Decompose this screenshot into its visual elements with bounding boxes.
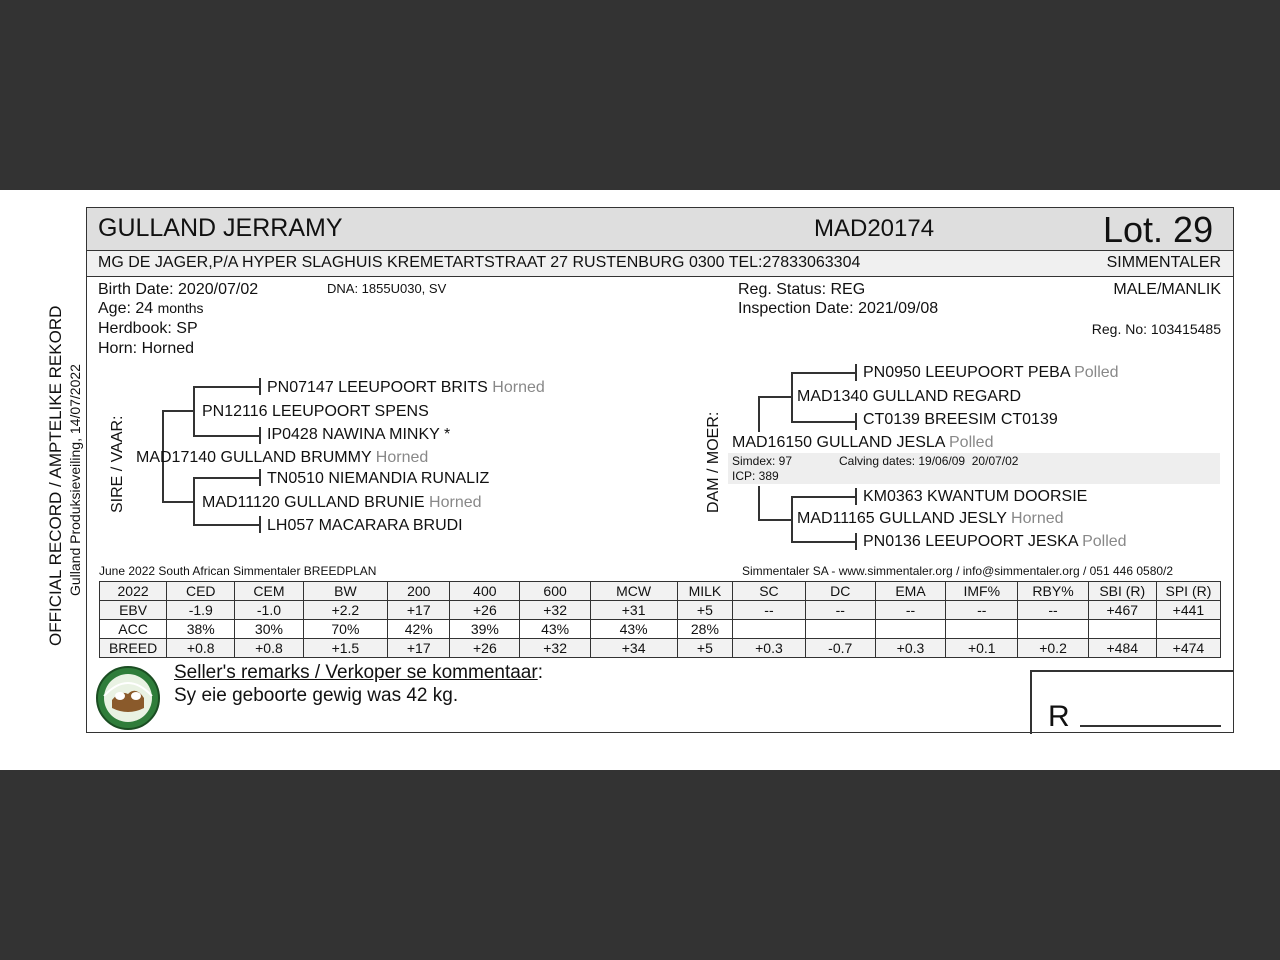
bracket-line bbox=[162, 501, 193, 503]
ebv-cell bbox=[946, 620, 1018, 639]
remarks-text: Sy eie geboorte gewig was 42 kg. bbox=[174, 685, 459, 706]
contact-caption: Simmentaler SA - www.simmentaler.org / info@simmentaler.org / 051 446 0580/2 bbox=[742, 564, 1174, 578]
ebv-cell: +32 bbox=[520, 601, 590, 620]
pedigree-sss bbox=[267, 379, 545, 397]
bracket-line bbox=[855, 533, 857, 550]
ebv-cell: -- bbox=[946, 601, 1018, 620]
ebv-cell: -- bbox=[733, 601, 805, 620]
ebv-header-cell: SBI (R) bbox=[1088, 582, 1156, 601]
ebv-cell: +0.3 bbox=[733, 639, 805, 658]
price-entry-line[interactable] bbox=[1080, 725, 1221, 727]
ebv-cell: 70% bbox=[303, 620, 388, 639]
bracket-line bbox=[259, 469, 261, 486]
ebv-cell bbox=[1018, 620, 1088, 639]
auction-label: Gulland Produksieveiling, 14/07/2022 bbox=[67, 364, 83, 596]
bracket-line bbox=[259, 516, 261, 533]
bracket-line bbox=[791, 541, 857, 543]
ebv-row bbox=[100, 639, 1221, 658]
pedigree-sdd bbox=[267, 517, 463, 535]
bracket-line bbox=[855, 488, 857, 505]
pedigree-dam bbox=[732, 434, 993, 452]
dam-icp: ICP: 389 bbox=[732, 469, 779, 483]
pedigree-dss bbox=[863, 364, 1119, 382]
ebv-cell: -- bbox=[805, 601, 875, 620]
ancestor-name: PN07147 LEEUPOORT BRITS bbox=[267, 379, 488, 396]
ebv-cell: -- bbox=[875, 601, 945, 620]
ebv-header-cell: EMA bbox=[875, 582, 945, 601]
ebv-cell: +31 bbox=[590, 601, 677, 620]
ebv-cell: +0.2 bbox=[1018, 639, 1088, 658]
price-box-border bbox=[1030, 670, 1234, 672]
remarks-heading-text: Seller's remarks / Verkoper se kommentaar bbox=[174, 662, 538, 683]
ebv-cell: +1.5 bbox=[303, 639, 388, 658]
ebv-cell: +474 bbox=[1156, 639, 1220, 658]
ebv-cell: -0.7 bbox=[805, 639, 875, 658]
bracket-line bbox=[855, 413, 857, 430]
bracket-line bbox=[758, 396, 760, 432]
bracket-line bbox=[193, 524, 261, 526]
ebv-header-cell: 2022 bbox=[100, 582, 167, 601]
ebv-header-cell: 400 bbox=[450, 582, 520, 601]
bracket-line bbox=[791, 372, 857, 374]
lot-number: Lot. 29 bbox=[1103, 209, 1214, 250]
horn-status: Horn: Horned bbox=[98, 340, 195, 357]
ebv-header-cell: 600 bbox=[520, 582, 590, 601]
ebv-cell: +484 bbox=[1088, 639, 1156, 658]
ebv-cell: BREED bbox=[100, 639, 167, 658]
bracket-line bbox=[855, 364, 857, 381]
ebv-cell: 43% bbox=[590, 620, 677, 639]
ebv-cell: +467 bbox=[1088, 601, 1156, 620]
inspection-date: Inspection Date: 2021/09/08 bbox=[738, 300, 939, 317]
price-label: R bbox=[1048, 700, 1070, 733]
ebv-cell: -- bbox=[1018, 601, 1088, 620]
ebv-header-cell: CEM bbox=[235, 582, 303, 601]
ebv-cell: +2.2 bbox=[303, 601, 388, 620]
bracket-line bbox=[193, 477, 261, 479]
ancestor-horn: Horned bbox=[1011, 510, 1064, 527]
simmentaler-logo-icon bbox=[96, 666, 160, 730]
bracket-line bbox=[193, 477, 195, 525]
ebv-cell: EBV bbox=[100, 601, 167, 620]
ebv-header-cell: 200 bbox=[388, 582, 450, 601]
breed-label: SIMMENTALER bbox=[1106, 254, 1221, 271]
price-box-border bbox=[1030, 670, 1032, 734]
age-value: Age: 24 bbox=[98, 300, 154, 317]
ebv-cell bbox=[1088, 620, 1156, 639]
ebv-cell: -1.9 bbox=[167, 601, 235, 620]
bracket-line bbox=[259, 427, 261, 444]
ebv-cell: +5 bbox=[677, 601, 733, 620]
ancestor-horn: Polled bbox=[949, 434, 994, 451]
reg-status: Reg. Status: REG bbox=[738, 281, 866, 298]
ebv-cell: 38% bbox=[167, 620, 235, 639]
dam-simdex: Simdex: 97 bbox=[732, 454, 793, 468]
age bbox=[98, 300, 204, 318]
age-unit: months bbox=[157, 300, 204, 316]
ebv-cell: 30% bbox=[235, 620, 303, 639]
pedigree-sds bbox=[267, 470, 489, 488]
ebv-cell: 28% bbox=[677, 620, 733, 639]
dam-label: DAM / MOER: bbox=[705, 411, 722, 513]
bracket-line bbox=[162, 410, 193, 412]
sire-label: SIRE / VAAR: bbox=[109, 415, 126, 513]
ebv-cell: +0.3 bbox=[875, 639, 945, 658]
ancestor-name: CT0139 BREESIM CT0139 bbox=[863, 411, 1058, 428]
bracket-line bbox=[791, 496, 857, 498]
ancestor-horn: Polled bbox=[1074, 364, 1119, 381]
ebv-header-cell: SC bbox=[733, 582, 805, 601]
ebv-cell: +32 bbox=[520, 639, 590, 658]
bracket-line bbox=[259, 378, 261, 395]
ancestor-horn: Horned bbox=[429, 494, 482, 511]
herdbook: Herdbook: SP bbox=[98, 320, 198, 337]
ebv-header-cell: IMF% bbox=[946, 582, 1018, 601]
ancestor-name: MAD1340 GULLAND REGARD bbox=[797, 388, 1022, 405]
bracket-line bbox=[791, 496, 793, 542]
ebv-header-cell: MILK bbox=[677, 582, 733, 601]
ebv-cell: +0.8 bbox=[235, 639, 303, 658]
ebv-cell bbox=[805, 620, 875, 639]
ebv-header-cell: DC bbox=[805, 582, 875, 601]
ebv-header-cell: SPI (R) bbox=[1156, 582, 1220, 601]
ancestor-name: MAD11165 GULLAND JESLY bbox=[797, 510, 1007, 527]
ebv-cell: +0.8 bbox=[167, 639, 235, 658]
bracket-line bbox=[193, 386, 261, 388]
pedigree-dds bbox=[863, 488, 1087, 506]
breedplan-caption: June 2022 South African Simmentaler BREEDPLAN bbox=[99, 564, 377, 578]
pedigree-sire bbox=[136, 449, 428, 467]
ebv-cell: 39% bbox=[450, 620, 520, 639]
animal-name: GULLAND JERRAMY bbox=[98, 214, 343, 242]
bracket-line bbox=[193, 435, 261, 437]
remarks-heading bbox=[174, 662, 543, 684]
ancestor-name: TN0510 NIEMANDIA RUNALIZ bbox=[267, 470, 490, 487]
ebv-cell: -1.0 bbox=[235, 601, 303, 620]
ebv-cell: ACC bbox=[100, 620, 167, 639]
ancestor-horn: Horned bbox=[375, 449, 429, 466]
ebv-row bbox=[100, 620, 1221, 639]
ancestor-name: MAD16150 GULLAND JESLA bbox=[732, 434, 945, 451]
pedigree-dsd bbox=[863, 411, 1058, 429]
pedigree-dd bbox=[797, 510, 1064, 528]
ebv-header-cell: CED bbox=[167, 582, 235, 601]
ancestor-name: MAD17140 GULLAND BRUMMY bbox=[136, 449, 372, 466]
ebv-cell bbox=[733, 620, 805, 639]
ebv-cell: +17 bbox=[388, 601, 450, 620]
bracket-line bbox=[193, 386, 195, 436]
owner-address: MG DE JAGER,P/A HYPER SLAGHUIS KREMETARTSTRAAT 27 RUSTENBURG 0300 TEL:27833063304 bbox=[98, 254, 861, 271]
bracket-line bbox=[791, 372, 793, 422]
ebv-cell: +17 bbox=[388, 639, 450, 658]
ebv-row bbox=[100, 601, 1221, 620]
ancestor-name: MAD11120 GULLAND BRUNIE bbox=[202, 494, 425, 511]
ebv-cell: 42% bbox=[388, 620, 450, 639]
dam-calving-dates: Calving dates: 19/06/09 20/07/02 bbox=[839, 454, 1019, 468]
ancestor-name: IP0428 NAWINA MINKY * bbox=[267, 426, 451, 443]
birth-date: Birth Date: 2020/07/02 bbox=[98, 281, 259, 298]
ebv-cell: +0.1 bbox=[946, 639, 1018, 658]
ebv-cell: +34 bbox=[590, 639, 677, 658]
official-record-label: OFFICIAL RECORD / AMPTELIKE REKORD bbox=[46, 305, 65, 646]
ebv-header-cell: BW bbox=[303, 582, 388, 601]
ebv-table bbox=[99, 581, 1221, 658]
remarks-colon: : bbox=[537, 662, 543, 683]
pedigree-sd bbox=[202, 494, 482, 512]
dna-info: DNA: 1855U030, SV bbox=[327, 281, 447, 296]
ebv-header-cell: MCW bbox=[590, 582, 677, 601]
ancestor-name: PN12116 LEEUPOORT SPENS bbox=[202, 403, 429, 420]
ancestor-name: KM0363 KWANTUM DOORSIE bbox=[863, 488, 1088, 505]
ancestor-horn: Polled bbox=[1082, 533, 1127, 550]
pedigree-ddd bbox=[863, 533, 1127, 551]
bracket-line bbox=[791, 421, 857, 423]
ancestor-horn: Horned bbox=[492, 379, 545, 396]
ebv-cell: +5 bbox=[677, 639, 733, 658]
ancestor-name: PN0950 LEEUPOORT PEBA bbox=[863, 364, 1070, 381]
ebv-header-cell: RBY% bbox=[1018, 582, 1088, 601]
ancestor-name: LH057 MACARARA BRUDI bbox=[267, 517, 463, 534]
ebv-cell: +26 bbox=[450, 639, 520, 658]
pedigree-ss bbox=[202, 403, 429, 421]
ebv-cell: 43% bbox=[520, 620, 590, 639]
pedigree-ds bbox=[797, 388, 1021, 406]
ebv-cell bbox=[875, 620, 945, 639]
ebv-cell: +26 bbox=[450, 601, 520, 620]
bracket-line bbox=[758, 519, 791, 521]
bracket-line bbox=[758, 396, 791, 398]
ebv-header-row bbox=[100, 582, 1221, 601]
bracket-line bbox=[758, 486, 760, 520]
ebv-cell: +441 bbox=[1156, 601, 1220, 620]
ancestor-name: PN0136 LEEUPOORT JESKA bbox=[863, 533, 1078, 550]
reg-number: Reg. No: 103415485 bbox=[1091, 321, 1221, 337]
sex-label: MALE/MANLIK bbox=[1113, 281, 1221, 298]
pedigree-ssd bbox=[267, 426, 450, 444]
animal-id: MAD20174 bbox=[814, 215, 935, 242]
ebv-cell bbox=[1156, 620, 1220, 639]
